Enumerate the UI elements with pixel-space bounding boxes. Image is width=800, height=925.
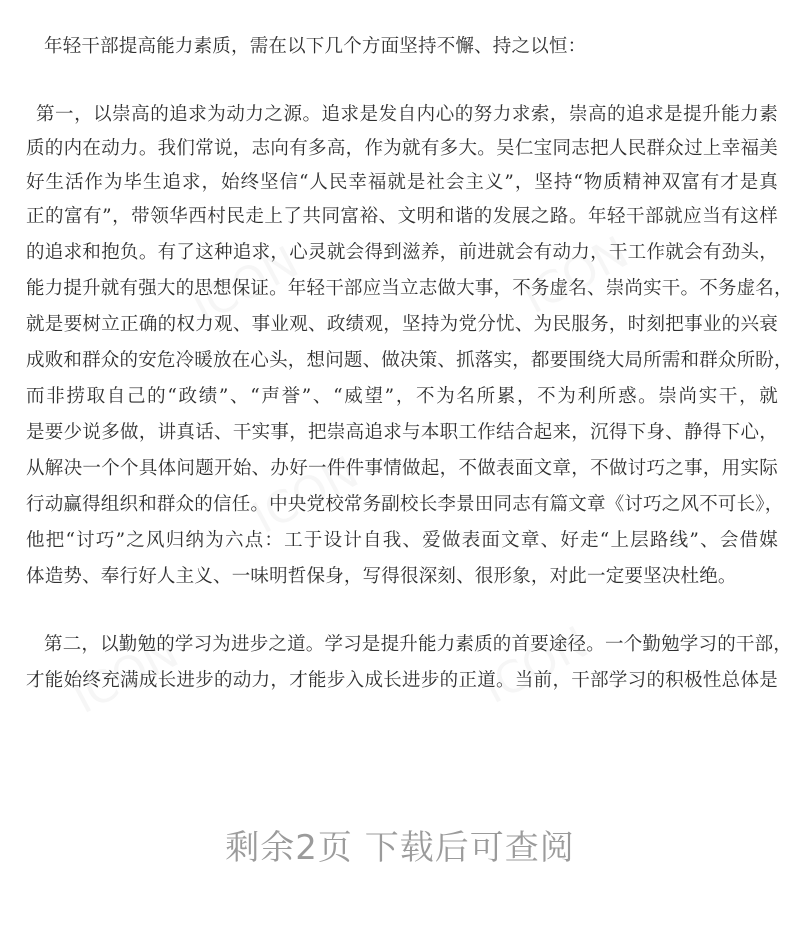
paragraph-line: 从解决一个个具体问题开始、办好一件件事情做起，不做表面文章，不做讨巧之事，用实际 [26,458,778,479]
paragraph-line: 成败和群众的安危冷暖放在心头，想问题、做决策、抓落实，都要围绕大局所需和群众所盼， [26,350,793,371]
download-to-view-prompt[interactable]: 剩余2页 下载后可查阅 [225,828,575,868]
paragraph-line: 体造势、奉行好人主义、一味明哲保身，写得很深刻、很形象，对此一定要坚决杜绝。 [26,566,737,587]
paragraph-line: 第二，以勤勉的学习为进步之道。学习是提升能力素质的首要途径。一个勤勉学习的干部， [44,634,793,655]
paragraph-line: 能力提升就有强大的思想保证。年轻干部应当立志做大事，不务虚名、崇尚实干。不务虚名， [26,278,793,299]
paragraph-line: 质的内在动力。我们常说，志向有多高，作为就有多大。吴仁宝同志把人民群众过上幸福美 [26,138,778,159]
intro-paragraph: 年轻干部提高能力素质，需在以下几个方面坚持不懈、持之以恒： [44,36,587,57]
paragraph-line: 而非捞取自己的“政绩”、“声誉”、“威望”，不为名所累，不为利所惑。崇尚实干，就 [26,386,778,407]
paragraph-line: 第一，以崇高的追求为动力之源。追求是发自内心的努力求索，崇高的追求是提升能力素 [36,104,778,125]
paragraph-line: 他把“讨巧”之风归纳为六点：工于设计自我、爱做表面文章、好走“上层路线”、会借媒 [26,530,778,551]
paragraph-line: 是要少说多做，讲真话、干实事，把崇高追求与本职工作结合起来，沉得下身、静得下心， [26,422,778,443]
paragraph-line: 的追求和抱负。有了这种追求，心灵就会得到滋养，前进就会有动力，干工作就会有劲头， [26,242,778,263]
paragraph-line: 才能始终充满成长进步的动力，才能步入成长进步的正道。当前，干部学习的积极性总体是 [26,670,778,691]
paragraph-line: 行动赢得组织和群众的信任。中央党校常务副校长李景田同志有篇文章《讨巧之风不可长》， [26,494,784,515]
paragraph-line: 好生活作为毕生追求，始终坚信“人民幸福就是社会主义”，坚持“物质精神双富有才是真 [26,172,778,193]
paragraph-line: 就是要树立正确的权力观、事业观、政绩观，坚持为党分忧、为民服务，时刻把事业的兴衰 [26,314,778,335]
paragraph-line: 正的富有”，带领华西村民走上了共同富裕、文明和谐的发展之路。年轻干部就应当有这样 [26,206,778,227]
